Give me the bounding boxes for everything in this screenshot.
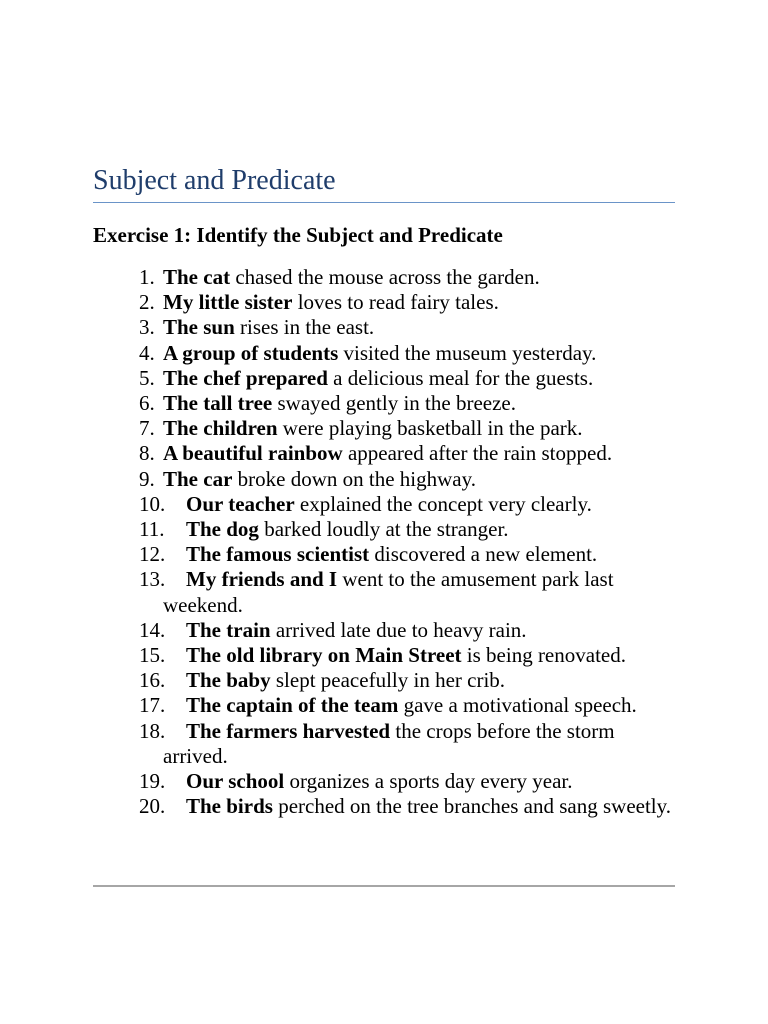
- item-subject: The children: [163, 416, 278, 441]
- item-subject: A beautiful rainbow: [163, 441, 343, 466]
- item-predicate: were playing basketball in the park.: [277, 416, 583, 441]
- list-item: [93, 467, 675, 492]
- item-number: 5.: [139, 365, 155, 390]
- item-number: 19.: [139, 769, 166, 794]
- item-number: 13.: [139, 567, 166, 592]
- page-title: Subject and Predicate: [93, 165, 336, 196]
- list-item: [93, 567, 675, 617]
- item-number: 3.: [139, 315, 155, 340]
- item-subject: The cat: [163, 265, 231, 289]
- list-item: [93, 693, 675, 718]
- list-item: [93, 794, 675, 819]
- list-item: [93, 315, 675, 340]
- item-number: 7.: [139, 416, 155, 441]
- item-number: 20.: [139, 794, 166, 819]
- list-item: [93, 643, 675, 668]
- item-subject: My little sister: [163, 290, 293, 315]
- exercise-heading: Exercise 1: Identify the Subject and Predicate: [93, 223, 503, 247]
- list-item: [93, 668, 675, 693]
- item-number: 2.: [139, 290, 155, 315]
- item-subject: The captain of the team: [186, 693, 399, 718]
- item-subject: A group of students: [163, 340, 339, 365]
- list-item: [93, 492, 675, 517]
- list-item: [93, 366, 675, 391]
- item-predicate: rises in the east.: [234, 315, 375, 340]
- item-subject: The famous scientist: [186, 542, 370, 567]
- list-item: [93, 769, 675, 794]
- title-underline: [93, 202, 675, 203]
- item-number: 18.: [139, 718, 166, 743]
- item-number: 10.: [139, 491, 166, 516]
- item-subject: Our teacher: [186, 491, 295, 516]
- item-subject: The train: [186, 617, 271, 642]
- item-subject: The farmers harvested: [186, 718, 391, 743]
- item-predicate: slept peacefully in her crib.: [270, 668, 506, 693]
- item-predicate: is being renovated.: [461, 643, 626, 668]
- item-number: 1.: [139, 265, 155, 289]
- item-predicate: broke down on the highway.: [232, 466, 476, 491]
- item-subject: Our school: [186, 769, 285, 794]
- item-predicate: swayed gently in the breeze.: [272, 391, 516, 416]
- item-predicate: discovered a new element.: [369, 542, 598, 567]
- exercise-list: [93, 265, 675, 819]
- item-predicate: explained the concept very clearly.: [294, 491, 592, 516]
- item-predicate: gave a motivational speech.: [398, 693, 637, 718]
- list-item: [93, 618, 675, 643]
- item-subject: The sun: [163, 315, 235, 340]
- item-predicate: organizes a sports day every year.: [284, 769, 573, 794]
- item-predicate: barked loudly at the stranger.: [258, 517, 509, 542]
- item-number: 15.: [139, 643, 166, 668]
- list-item: [93, 341, 675, 366]
- list-item: [93, 416, 675, 441]
- item-predicate: the crops before the storm arrived.: [163, 718, 615, 768]
- item-subject: The old library on Main Street: [186, 643, 462, 668]
- item-predicate: arrived late due to heavy rain.: [270, 617, 527, 642]
- item-subject: The dog: [186, 517, 259, 542]
- item-number: 17.: [139, 693, 166, 718]
- item-number: 12.: [139, 542, 166, 567]
- item-predicate: chased the mouse across the garden.: [230, 265, 540, 289]
- item-subject: The chef prepared: [163, 365, 328, 390]
- item-number: 16.: [139, 668, 166, 693]
- bottom-divider: [93, 885, 675, 887]
- item-predicate: loves to read fairy tales.: [292, 290, 499, 315]
- item-number: 4.: [139, 340, 155, 365]
- list-item: [93, 265, 675, 290]
- item-predicate: perched on the tree branches and sang sweetly.: [272, 794, 672, 819]
- item-subject: The birds: [186, 794, 273, 819]
- item-number: 9.: [139, 466, 155, 491]
- item-number: 6.: [139, 391, 155, 416]
- item-subject: My friends and I: [186, 567, 338, 592]
- item-subject: The tall tree: [163, 391, 273, 416]
- item-predicate: visited the museum yesterday.: [338, 340, 597, 365]
- list-item: [93, 391, 675, 416]
- list-item: [93, 290, 675, 315]
- list-item: [93, 441, 675, 466]
- item-subject: The car: [163, 466, 233, 491]
- list-item: [93, 517, 675, 542]
- list-item: [93, 542, 675, 567]
- item-number: 8.: [139, 441, 155, 466]
- item-number: 14.: [139, 617, 166, 642]
- list-item: [93, 719, 675, 769]
- item-predicate: appeared after the rain stopped.: [342, 441, 613, 466]
- item-number: 11.: [139, 517, 165, 542]
- item-subject: The baby: [186, 668, 271, 693]
- item-predicate: a delicious meal for the guests.: [327, 365, 594, 390]
- item-predicate: went to the amusement park last weekend.: [163, 567, 614, 617]
